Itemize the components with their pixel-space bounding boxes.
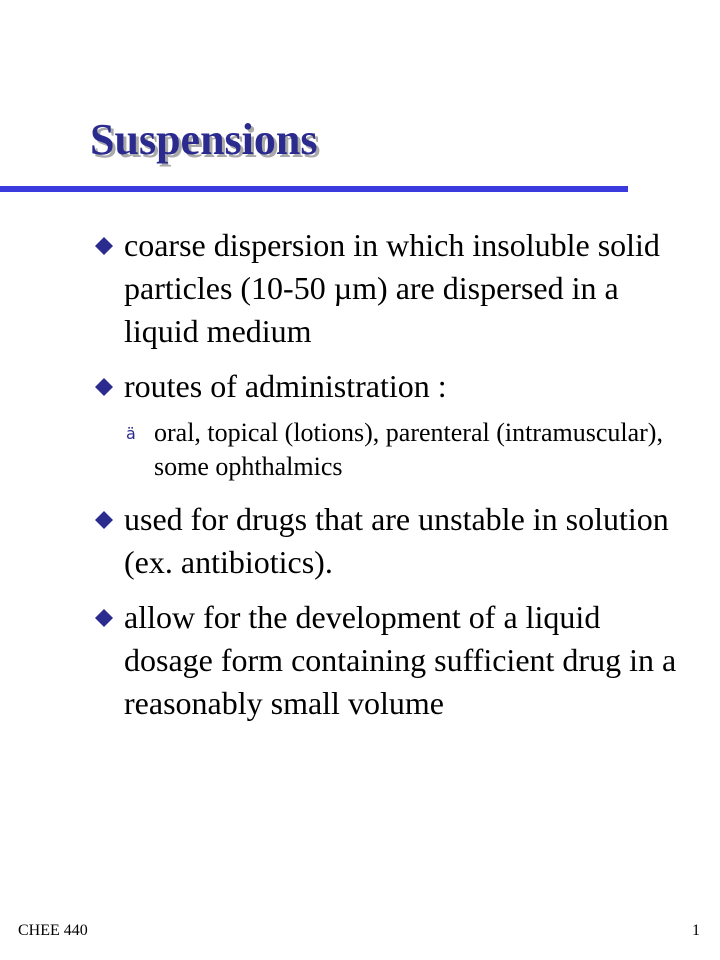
bullet-item-4-text: allow for the development of a liquid dosage form containing sufficient drug in a reasonably small volume bbox=[124, 599, 677, 721]
bullet-item-3-text: used for drugs that are unstable in solution (ex. antibiotics). bbox=[124, 501, 669, 580]
diamond-bullet-icon bbox=[94, 377, 114, 397]
diamond-bullet-icon bbox=[94, 510, 114, 530]
bullet-item-1 bbox=[94, 224, 694, 353]
diamond-bullet-icon bbox=[94, 236, 114, 256]
bullet-list bbox=[94, 224, 694, 737]
footer-course-label: CHEE 440 bbox=[18, 922, 88, 939]
bullet-item-1-text: coarse dispersion in which insoluble solid particles (10-50 µm) are dispersed in a liquid medium bbox=[124, 227, 660, 349]
bullet-item-2 bbox=[94, 365, 694, 408]
sub-bullet-item-1-text: oral, topical (lotions), parenteral (intramuscular), some ophthalmics bbox=[154, 418, 663, 481]
diamond-bullet-icon bbox=[94, 608, 114, 628]
sub-bullet-item-1 bbox=[124, 416, 694, 484]
title-underline-rule bbox=[0, 186, 628, 192]
footer-page-number: 1 bbox=[692, 922, 700, 939]
bullet-item-3 bbox=[94, 498, 694, 584]
sub-bullet-marker-icon: ä bbox=[126, 424, 136, 443]
slide-title: Suspensions bbox=[90, 115, 318, 164]
bullet-item-2-text: routes of administration : bbox=[124, 368, 447, 404]
bullet-item-4 bbox=[94, 596, 694, 725]
